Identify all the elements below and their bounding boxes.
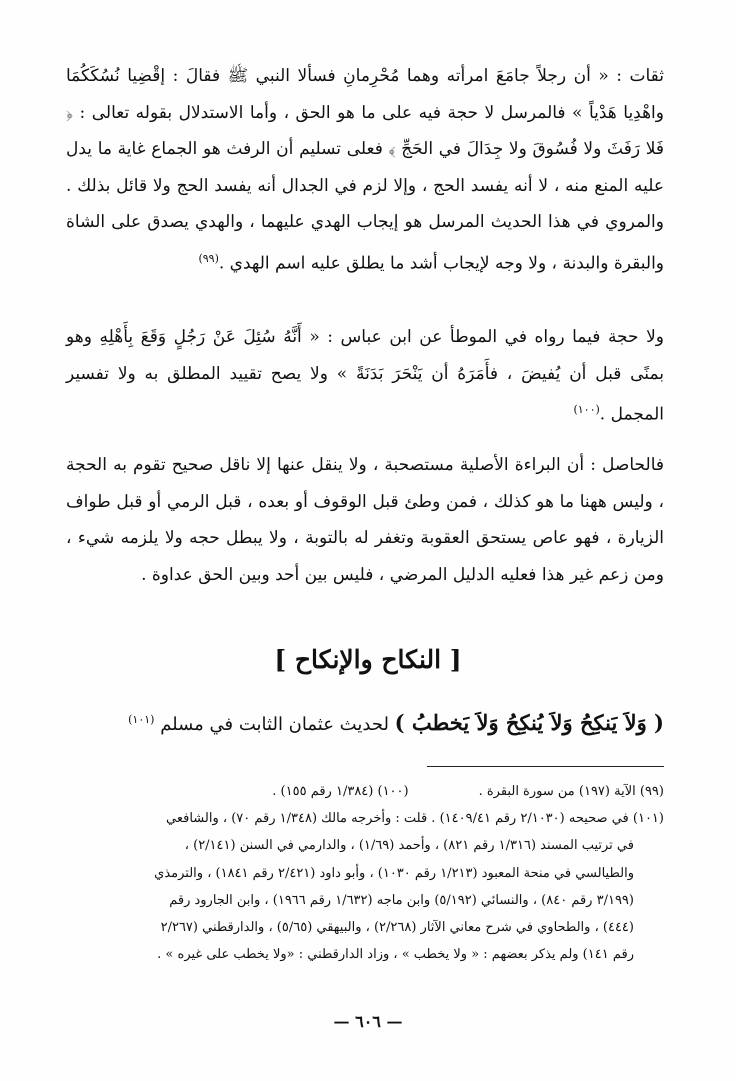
footnote-ref-101[interactable]: (١٠١) xyxy=(128,713,155,726)
paragraph-1 xyxy=(66,58,664,282)
footnote-ref-100[interactable]: (١٠٠) xyxy=(573,403,600,416)
section-heading: [ النكاح والإنكاح ] xyxy=(274,645,462,674)
footnote-101-line: رقم ١٤١) ولم يذكر بعضهم : « ولا يخطب » ، وزاد الدارقطني : «ولا يخطب على غيره » . xyxy=(157,947,634,963)
paragraph-3-text: فالحاصل : أن البراءة الأصلية مستصحبة ، ولا ينقل عنها إلا ناقل صحيح تقوم به الحجة ، وليس ههنا ما هو كذلك ، فمن وطئ قبل الوقوف أو بعده ، قبل الرمي أو قبل طواف الزيارة ، فهو عاص يستحق العقوبة وتغفر له بالتوبة ، ولا يبطل حجه ولا يلزمه شيء ، ومن زعم غير هذا فعليه الدليل المرضي ، فليس بين أحد وبين الحق عداوة . xyxy=(66,455,664,585)
footnote-101-line: والطيالسي في منحة المعبود (١/٢١٣ رقم ١٠٣٠) ، وأبو داود (٢/٤٢١ رقم ١٨٤١) ، والترمذي xyxy=(154,865,634,881)
hadith-source: لحديث عثمان الثابت في مسلم xyxy=(160,714,389,735)
paragraph-1-text: ثقات : « أن رجلاً جامَعَ امرأته وهما مُحْرِمانِ فسألا النبي ﷺ فقالَ : إقْضِيا نُسُكَكُمَا واهْدِيا هَدْياً » فالمرسل لا حجة فيه على ما هو الحق ، وأما الاستدلال بقوله تعالى : ﴿ فَلا رَفَثَ ولا فُسُوقَ ولا جِدَالَ في الحَجِّ ﴾ فعلى تسليم أن الرفث هو الجماع غاية ما يدل عليه المنع منه ، لا أنه يفسد الحج ، وإلا لزم في الجدال أنه يفسد الحج ولا قائل بذلك . والمروي في هذا الحديث المرسل هو إيجاب الهدي عليهما ، والهدي يصدق على الشاة والبقرة والبدنة ، ولا وجه لإيجاب أشد ما يطلق عليه اسم الهدي . xyxy=(66,66,664,274)
hadith-line xyxy=(66,700,664,745)
paragraph-2-text: ولا حجة فيما رواه في الموطأ عن ابن عباس : « أَنَّهُ سُئِلَ عَنْ رَجُلٍ وَقَعَ بِأَهْلِهِ وهو بمنًى قبل أن يُفيضَ ، فأَمَرَهُ أن يَنْحَرَ بَدَنَةً » ولا يصح تقييد المطلق به ولا تفسير المجمل . xyxy=(66,327,664,425)
paragraph-2 xyxy=(66,319,664,433)
footnote-divider xyxy=(427,766,664,767)
footnote-101-line: (١٠١) في صحيحه (٢/١٠٣٠ رقم ١٤٠٩/٤١) . قلت : وأخرجه مالك (١/٣٤٨ رقم ٧٠) ، والشافعي xyxy=(166,811,664,827)
footnote-99: (٩٩) الآية (١٩٧) من سورة البقرة . xyxy=(478,784,664,799)
footnotes xyxy=(66,778,664,968)
footnote-ref-99[interactable]: (٩٩) xyxy=(198,251,219,265)
footnote-101-line: في ترتيب المسند (١/٣١٦ رقم ٨٢١) ، وأحمد (١/٦٩) ، والدارمي في السنن (٢/١٤١) ، xyxy=(184,838,634,854)
footnote-101-line: (٣/١٩٩ رقم ٨٤٠) ، والنسائي (٥/١٩٢) وابن ماجه (١/٦٣٢ رقم ١٩٦٦) ، وابن الجارود رقم xyxy=(169,892,634,908)
hadith-quote: ( وَلاَ يَنكِحُ وَلاَ يُنكِحُ وَلاَ يَخطبُ ) xyxy=(394,710,664,735)
page-number: — ٦٠٦ — xyxy=(333,1012,403,1031)
footnote-101-line: (٤٤٤) ، والطحاوي في شرح معاني الآثار (٢/٢٦٨) ، والبيهقي (٥/٦٥) ، والدارقطني (٢/٢٦٧ xyxy=(160,920,634,936)
footnote-row-99-100 xyxy=(66,778,664,805)
footnote-101 xyxy=(66,805,664,968)
paragraph-3 xyxy=(66,447,664,593)
footnote-100: (١٠٠) (١/٣٨٤ رقم ١٥٥) . xyxy=(272,784,409,799)
